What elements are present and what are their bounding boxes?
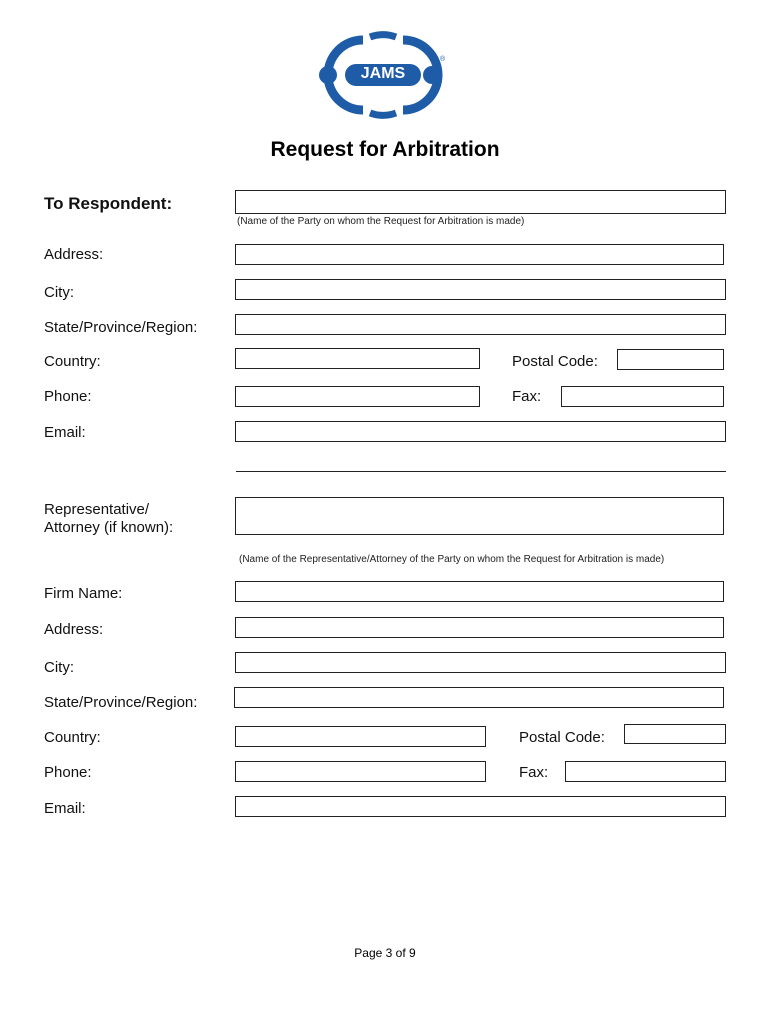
page-number: Page 3 of 9 — [354, 946, 416, 960]
representative-postal-label: Postal Code: — [519, 729, 605, 746]
representative-city-label: City: — [44, 659, 74, 676]
respondent-postal-field[interactable] — [617, 349, 724, 370]
page-title: Request for Arbitration — [270, 138, 500, 161]
representative-phone-label: Phone: — [44, 764, 92, 781]
representative-label-line2: Attorney (if known): — [44, 519, 174, 536]
representative-city-field[interactable] — [235, 652, 726, 673]
logo-text: JAMS — [360, 65, 406, 82]
representative-postal-field[interactable] — [624, 724, 726, 744]
representative-address-label: Address: — [44, 621, 104, 638]
respondent-fax-field[interactable] — [561, 386, 724, 407]
respondent-state-field[interactable] — [235, 314, 726, 335]
jams-logo — [318, 30, 448, 120]
respondent-country-label: Country: — [44, 353, 101, 370]
respondent-address-field[interactable] — [235, 244, 724, 265]
representative-label-line1: Representative/ — [44, 501, 150, 518]
section-divider — [236, 471, 726, 472]
representative-firm-field[interactable] — [235, 581, 724, 602]
respondent-phone-label: Phone: — [44, 388, 92, 405]
respondent-city-label: City: — [44, 284, 74, 301]
respondent-state-label: State/Province/Region: — [44, 319, 198, 336]
respondent-name-caption: (Name of the Party on whom the Request for Arbitration is made) — [237, 216, 525, 227]
representative-state-label: State/Province/Region: — [44, 694, 198, 711]
respondent-country-field[interactable] — [235, 348, 480, 369]
respondent-email-label: Email: — [44, 424, 86, 441]
representative-country-label: Country: — [44, 729, 101, 746]
representative-state-field[interactable] — [234, 687, 724, 708]
respondent-city-field[interactable] — [235, 279, 726, 300]
respondent-postal-label: Postal Code: — [512, 353, 598, 370]
representative-country-field[interactable] — [235, 726, 486, 747]
representative-email-label: Email: — [44, 800, 86, 817]
respondent-fax-label: Fax: — [512, 388, 542, 405]
respondent-phone-field[interactable] — [235, 386, 480, 407]
representative-address-field[interactable] — [235, 617, 724, 638]
registered-mark: ® — [440, 56, 446, 63]
respondent-name-field[interactable] — [235, 190, 726, 214]
representative-email-field[interactable] — [235, 796, 726, 817]
representative-fax-label: Fax: — [519, 764, 549, 781]
respondent-address-label: Address: — [44, 246, 104, 263]
representative-phone-field[interactable] — [235, 761, 486, 782]
representative-name-field[interactable] — [235, 497, 724, 535]
representative-name-caption: (Name of the Representative/Attorney of the Party on whom the Request for Arbitration is made) — [239, 554, 665, 565]
respondent-heading: To Respondent: — [44, 194, 173, 213]
representative-firm-label: Firm Name: — [44, 585, 123, 602]
respondent-email-field[interactable] — [235, 421, 726, 442]
representative-fax-field[interactable] — [565, 761, 726, 782]
